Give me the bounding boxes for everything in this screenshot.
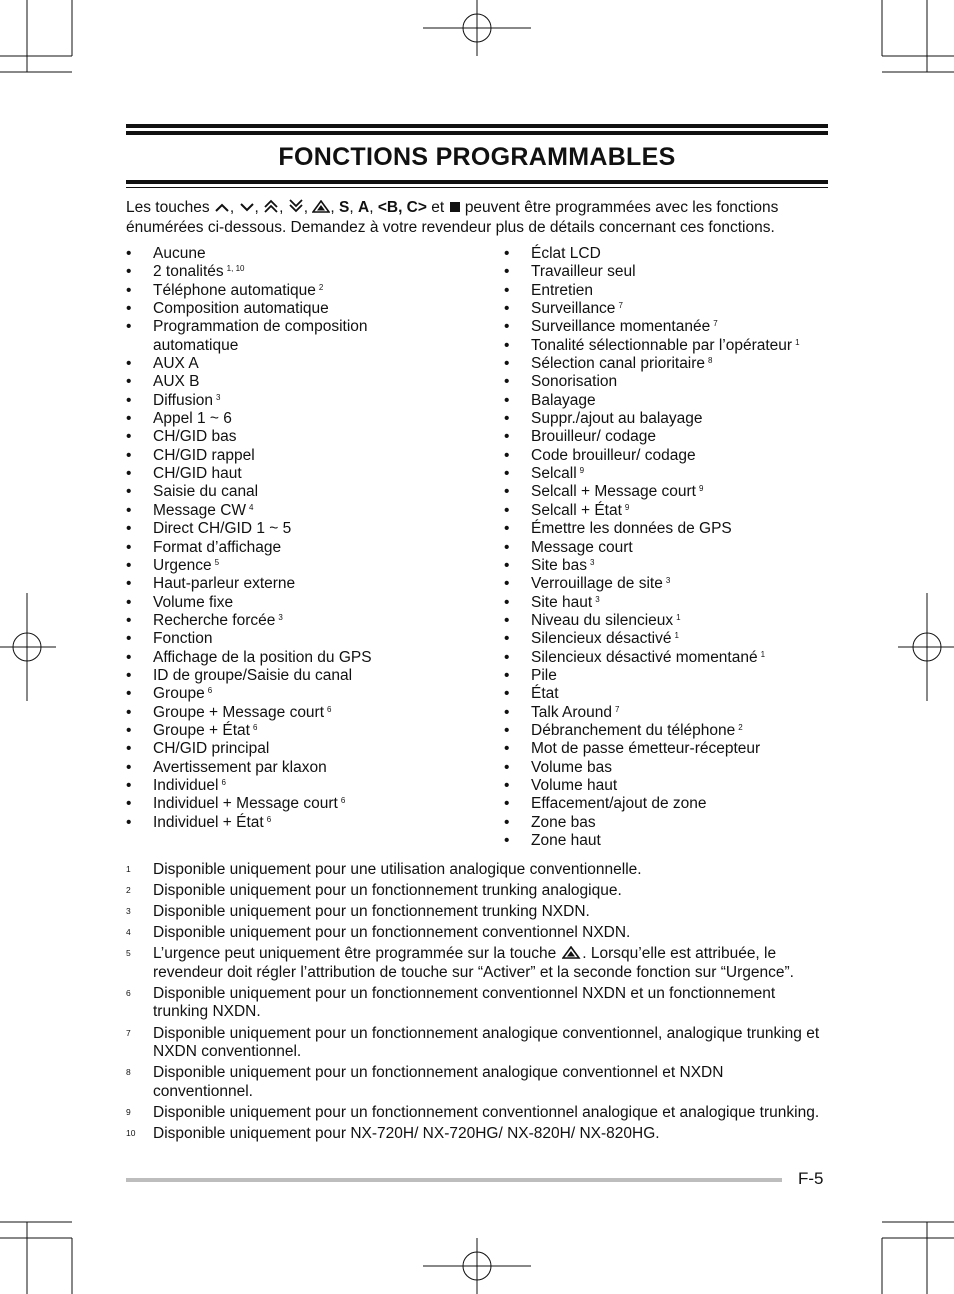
list-item bbox=[504, 245, 824, 263]
comma: , bbox=[254, 199, 259, 216]
footnote-ref: 2 bbox=[318, 282, 324, 292]
list-item-label: Message court bbox=[531, 538, 633, 556]
footnote-ref: 3 bbox=[590, 557, 595, 567]
list-item bbox=[504, 539, 824, 557]
list-item bbox=[504, 740, 824, 758]
footnote-ref: 1 bbox=[795, 337, 800, 347]
list-item bbox=[126, 337, 426, 355]
list-item-label: Sonorisation bbox=[531, 373, 618, 391]
footnote-ref: 6 bbox=[207, 686, 213, 696]
footnote-ref: 1, 10 bbox=[226, 264, 245, 274]
comma: , bbox=[330, 199, 335, 216]
footnote-number: 8 bbox=[126, 1067, 131, 1078]
list-item-label: Volume haut bbox=[531, 776, 618, 794]
key-bc-label: <B, C> bbox=[377, 199, 427, 216]
footnote-text: Disponible uniquement pour un fonctionnement analogique conventionnel, analogique trunking et NXDN conventionnel. bbox=[153, 1024, 820, 1061]
list-item bbox=[504, 447, 824, 465]
footnote-text-continued: . Lorsqu’elle est attribuée, le revendeur doit régler l’attribution de touche sur “Activer” et la seconde fonction sur “Urgence”. bbox=[153, 945, 794, 981]
footnote-text: Disponible uniquement pour un fonctionnement analogique conventionnel et NXDN conventionnel. bbox=[153, 1064, 724, 1100]
list-item-label: Direct CH/GID 1 ~ 5 bbox=[153, 520, 292, 538]
comma: , bbox=[229, 199, 235, 216]
list-item bbox=[504, 355, 824, 373]
list-item bbox=[504, 520, 824, 538]
list-item-label: Surveillance momentanée bbox=[531, 318, 711, 336]
list-item-label: Zone bas bbox=[531, 813, 596, 831]
footnote-ref: 2 bbox=[738, 722, 743, 732]
list-item-label: Groupe + Message court bbox=[153, 703, 325, 721]
footnote-ref: 8 bbox=[708, 356, 713, 366]
list-item bbox=[504, 612, 824, 630]
footnote-ref: 6 bbox=[327, 704, 332, 714]
list-item bbox=[504, 318, 824, 336]
list-item-label: Individuel + État bbox=[153, 813, 264, 831]
list-item-label: Message CW bbox=[153, 501, 247, 519]
functions-list-right bbox=[504, 245, 824, 850]
registration-mark-icon bbox=[898, 593, 954, 701]
list-item bbox=[126, 465, 426, 483]
list-item bbox=[126, 355, 426, 373]
list-item-label: Individuel + Message court bbox=[153, 795, 338, 813]
footnote-ref: 9 bbox=[579, 466, 585, 476]
footnote-number: 3 bbox=[126, 906, 131, 917]
list-item bbox=[126, 630, 426, 648]
list-item bbox=[504, 300, 824, 318]
comma: , bbox=[349, 199, 354, 216]
list-item-label: Selcall + État bbox=[531, 501, 622, 519]
list-item bbox=[126, 649, 426, 667]
list-item bbox=[504, 502, 824, 520]
title-rule-bottom bbox=[126, 180, 828, 184]
footnote-ref: 3 bbox=[216, 392, 221, 402]
list-item-label: Recherche forcée bbox=[153, 611, 276, 629]
list-item bbox=[504, 373, 824, 391]
double-down-key-icon bbox=[288, 199, 304, 213]
list-item-label: Aucune bbox=[153, 245, 206, 262]
list-item-label: Selcall + Message court bbox=[531, 483, 696, 501]
list-item-label: État bbox=[531, 685, 559, 703]
down-key-icon bbox=[239, 201, 255, 213]
list-item-label: Travailleur seul bbox=[531, 263, 636, 281]
list-item bbox=[504, 263, 824, 281]
list-item-label: Brouilleur/ codage bbox=[531, 428, 656, 446]
comma: , bbox=[303, 199, 309, 216]
list-item-label: Verrouillage de site bbox=[531, 575, 663, 593]
footnote-ref: 3 bbox=[595, 594, 600, 604]
list-item-label: Suppr./ajout au balayage bbox=[531, 410, 703, 428]
footnote-ref: 6 bbox=[221, 777, 226, 787]
list-item-label: AUX B bbox=[153, 373, 200, 391]
footnote-ref: 7 bbox=[618, 301, 623, 311]
list-item-label: ID de groupe/Saisie du canal bbox=[153, 666, 353, 684]
list-item-label: Appel 1 ~ 6 bbox=[153, 410, 232, 428]
footnote-text: L’urgence peut uniquement être programmée sur la touche bbox=[153, 945, 557, 963]
list-item bbox=[126, 704, 426, 722]
list-item-label: Mot de passe émetteur-récepteur bbox=[531, 740, 761, 758]
functions-list-left bbox=[126, 245, 426, 832]
list-item bbox=[504, 337, 824, 355]
list-item bbox=[126, 539, 426, 557]
footnote bbox=[126, 924, 826, 943]
list-item bbox=[126, 263, 426, 281]
list-item-label: Avertissement par klaxon bbox=[153, 758, 327, 776]
list-item bbox=[504, 392, 824, 410]
list-item bbox=[504, 282, 824, 300]
list-item bbox=[126, 428, 426, 446]
list-item-label: Sélection canal prioritaire bbox=[531, 355, 706, 373]
list-item bbox=[504, 667, 824, 685]
list-item bbox=[504, 814, 824, 832]
emergency-triangle-key-icon bbox=[562, 946, 582, 959]
list-item bbox=[126, 612, 426, 630]
list-item bbox=[504, 575, 824, 593]
list-item-label: Haut-parleur externe bbox=[153, 575, 296, 593]
list-item-label: 2 tonalités bbox=[153, 263, 224, 281]
footnote-ref: 5 bbox=[214, 557, 220, 567]
list-item-label: Individuel bbox=[153, 776, 219, 794]
footnote-text: Disponible uniquement pour un fonctionnement conventionnel analogique et analogique trunking. bbox=[153, 1103, 820, 1121]
footnote-number: 5 bbox=[126, 948, 131, 959]
footnote bbox=[126, 861, 826, 880]
list-item-label: CH/GID principal bbox=[153, 740, 270, 758]
footnote-ref: 7 bbox=[615, 704, 620, 714]
footnote-text: Disponible uniquement pour NX-720H/ NX-720HG/ NX-820H/ NX-820HG. bbox=[153, 1124, 660, 1142]
list-item-label: CH/GID bas bbox=[153, 428, 237, 446]
list-item-label: automatique bbox=[153, 336, 239, 354]
list-item bbox=[504, 483, 824, 501]
footnote-number: 2 bbox=[126, 885, 131, 896]
footnote-ref: 4 bbox=[249, 502, 254, 512]
footnote bbox=[126, 1125, 826, 1144]
up-key-icon bbox=[214, 201, 230, 213]
list-item bbox=[126, 245, 426, 263]
list-item-label: Silencieux désactivé bbox=[531, 630, 672, 648]
list-item-label: Éclat LCD bbox=[531, 245, 601, 262]
list-item bbox=[504, 759, 824, 777]
list-item-label: Zone haut bbox=[531, 832, 601, 849]
intro-line-2: énumérées ci-dessous. Demandez à votre revendeur plus de détails concernant ces fonctions. bbox=[126, 219, 775, 236]
list-item bbox=[504, 685, 824, 703]
list-item-label: Groupe + État bbox=[153, 721, 250, 739]
footnote bbox=[126, 1064, 826, 1101]
list-item-label: CH/GID haut bbox=[153, 465, 242, 483]
registration-mark-icon bbox=[0, 593, 56, 701]
list-item-label: Selcall bbox=[531, 465, 577, 483]
footnote-number: 7 bbox=[126, 1027, 131, 1038]
intro-prefix: Les touches bbox=[126, 199, 210, 216]
list-item-label: Urgence bbox=[153, 556, 212, 574]
page-title: FONCTIONS PROGRAMMABLES bbox=[278, 143, 676, 171]
list-item bbox=[504, 649, 824, 667]
title-rule-bottom-2 bbox=[126, 187, 828, 188]
comma: , bbox=[279, 199, 284, 216]
list-item bbox=[126, 759, 426, 777]
list-item bbox=[126, 777, 426, 795]
list-item-label: AUX A bbox=[153, 355, 199, 373]
list-item bbox=[126, 594, 426, 612]
list-item-label: Affichage de la position du GPS bbox=[153, 648, 372, 666]
list-item bbox=[504, 594, 824, 612]
title-rule-top-2 bbox=[126, 131, 828, 135]
list-item-label: Tonalité sélectionnable par l’opérateur bbox=[531, 336, 793, 354]
list-item bbox=[126, 282, 426, 300]
footnote-ref: 1 bbox=[674, 631, 679, 641]
list-item bbox=[126, 740, 426, 758]
list-item bbox=[504, 832, 824, 850]
list-item bbox=[126, 575, 426, 593]
footnote-ref: 6 bbox=[340, 796, 346, 806]
list-item bbox=[504, 795, 824, 813]
registration-mark-icon bbox=[423, 1238, 531, 1294]
list-item-label: Entretien bbox=[531, 281, 594, 299]
footnote-text: Disponible uniquement pour un fonctionnement trunking analogique. bbox=[153, 882, 622, 900]
list-item-label: Composition automatique bbox=[153, 300, 329, 318]
footnote-number: 1 bbox=[126, 864, 131, 874]
list-item-label: Téléphone automatique bbox=[153, 281, 316, 299]
footnote-text: Disponible uniquement pour un fonctionnement trunking NXDN. bbox=[153, 903, 590, 921]
double-up-key-icon bbox=[263, 199, 279, 213]
list-item bbox=[504, 465, 824, 483]
list-item-label: Code brouilleur/ codage bbox=[531, 446, 696, 464]
footnote bbox=[126, 882, 826, 901]
list-item-label: Diffusion bbox=[153, 391, 214, 409]
square-key-icon bbox=[449, 201, 461, 213]
footnote-ref: 9 bbox=[698, 484, 704, 494]
list-item-label: Programmation de composition bbox=[153, 318, 368, 336]
registration-mark-icon bbox=[423, 0, 531, 56]
list-item bbox=[126, 410, 426, 428]
footnote-text: Disponible uniquement pour une utilisation analogique conventionnelle. bbox=[153, 861, 642, 878]
title-rule-top bbox=[126, 124, 828, 128]
footnote-number: 10 bbox=[126, 1127, 136, 1138]
list-item-label: Site bas bbox=[531, 556, 588, 574]
list-item bbox=[504, 410, 824, 428]
list-item bbox=[504, 428, 824, 446]
footnote-number: 4 bbox=[126, 927, 131, 938]
list-item bbox=[504, 704, 824, 722]
footer-rule bbox=[126, 1178, 782, 1182]
list-item bbox=[126, 447, 426, 465]
list-item-label: Fonction bbox=[153, 630, 213, 648]
list-item bbox=[126, 392, 426, 410]
footnote-ref: 3 bbox=[665, 576, 671, 586]
intro-et: et bbox=[431, 199, 445, 216]
list-item-label: Saisie du canal bbox=[153, 483, 259, 501]
footnote bbox=[126, 903, 826, 922]
list-item bbox=[504, 722, 824, 740]
list-item-label: Surveillance bbox=[531, 300, 616, 318]
list-item-label: Site haut bbox=[531, 593, 593, 611]
footnote-ref: 7 bbox=[713, 319, 718, 329]
list-item-label: Groupe bbox=[153, 685, 205, 703]
list-item-label: CH/GID rappel bbox=[153, 446, 255, 464]
footnote-ref: 6 bbox=[266, 814, 272, 824]
list-item bbox=[126, 483, 426, 501]
list-item-label: Pile bbox=[531, 666, 557, 684]
footnote-text: Disponible uniquement pour un fonctionnement conventionnel NXDN. bbox=[153, 924, 631, 942]
list-item bbox=[126, 685, 426, 703]
footnote-ref: 3 bbox=[278, 612, 283, 622]
list-item-label: Émettre les données de GPS bbox=[531, 520, 732, 538]
footnote bbox=[126, 985, 826, 1022]
footnotes-list bbox=[126, 861, 826, 1146]
list-item bbox=[126, 557, 426, 575]
list-item bbox=[126, 814, 426, 832]
footnote-ref: 1 bbox=[760, 649, 766, 659]
footnote-text: Disponible uniquement pour un fonctionnement conventionnel NXDN et un fonctionnement trunking NXDN. bbox=[153, 984, 776, 1021]
list-item-label: Niveau du silencieux bbox=[531, 611, 674, 629]
list-item-label: Effacement/ajout de zone bbox=[531, 795, 707, 813]
list-item-label: Format d’affichage bbox=[153, 538, 282, 556]
list-item bbox=[504, 557, 824, 575]
footnote-ref: 1 bbox=[676, 612, 681, 622]
list-item bbox=[126, 502, 426, 520]
list-item bbox=[504, 630, 824, 648]
page-number: F-5 bbox=[798, 1169, 824, 1188]
list-item bbox=[126, 300, 426, 318]
list-item bbox=[126, 722, 426, 740]
list-item bbox=[126, 520, 426, 538]
footnote-number: 6 bbox=[126, 987, 131, 998]
list-item bbox=[126, 373, 426, 391]
list-item-label: Talk Around bbox=[531, 703, 612, 721]
footnote-ref: 9 bbox=[624, 502, 630, 512]
list-item-label: Balayage bbox=[531, 391, 596, 409]
list-item bbox=[504, 777, 824, 795]
list-item-label: Silencieux désactivé momentané bbox=[531, 648, 758, 666]
footnote bbox=[126, 1104, 826, 1123]
footnote-ref: 6 bbox=[252, 722, 258, 732]
intro-paragraph bbox=[126, 198, 826, 238]
list-item bbox=[126, 318, 426, 336]
comma: , bbox=[369, 199, 374, 216]
footnote bbox=[126, 945, 826, 982]
key-a-label: A bbox=[358, 199, 370, 216]
footnote-number: 9 bbox=[126, 1106, 131, 1117]
list-item-label: Débranchement du téléphone bbox=[531, 721, 736, 739]
footnote bbox=[126, 1025, 826, 1062]
list-item-label: Volume bas bbox=[531, 758, 612, 776]
list-item bbox=[126, 795, 426, 813]
key-s-label: S bbox=[339, 199, 350, 216]
emergency-triangle-key-icon bbox=[312, 200, 330, 213]
list-item bbox=[126, 667, 426, 685]
intro-suffix: peuvent être programmées avec les fonctions bbox=[464, 199, 779, 216]
list-item-label: Volume fixe bbox=[153, 593, 234, 611]
